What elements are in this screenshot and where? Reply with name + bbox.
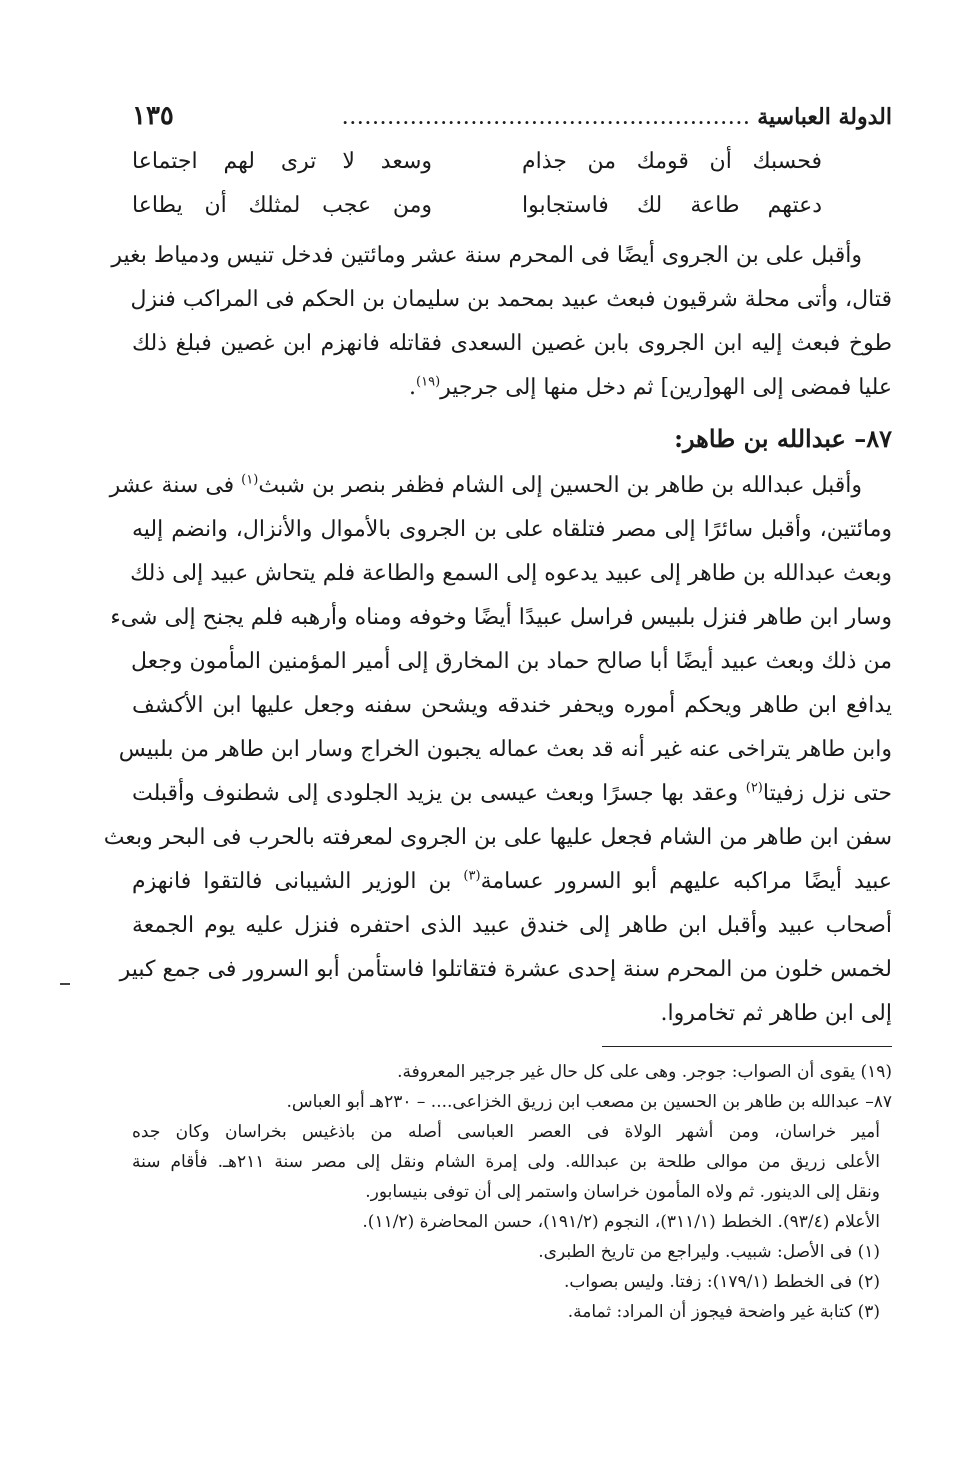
- text-line: [109, 464, 892, 508]
- text-segment: وعقد بها جسرًا وبعث عيسى بن يزيد الجلودى إلى شطنوف وأقبلت: [132, 781, 746, 806]
- text-line: أصحاب عبيد وأقبل ابن طاهر إلى خندق عبيد الذى احتفره فنزل عليه يوم الجمعة: [132, 913, 892, 938]
- running-header: [132, 96, 892, 136]
- text-line: [132, 366, 892, 410]
- paragraph-1: [111, 234, 892, 410]
- footnote-ref: (١٩): [416, 374, 441, 390]
- text-segment: بن الوزير الشيبانى فالتقوا فانهزم: [132, 869, 464, 894]
- text-line: من ذلك وبعث عبيد أيضًا أبا صالح حماد بن المخارق إلى أمير المؤمنين المأمون وجعل: [130, 649, 892, 674]
- text-segment: فى سنة عشر: [109, 473, 242, 498]
- verse-second-hemistich: وسعد لا ترى لهم اجتماعا: [132, 149, 432, 174]
- text-line: يدافع ابن طاهر ويحكم أموره ويحفر خندقه ويشحن سفنه وجعل عليها ابن الأكشف: [132, 693, 892, 718]
- footnote-2: (٢) فى الخطط (١٧٩/١): زفتا. وليس بصواب.: [564, 1272, 880, 1292]
- text-line-content: عليا فمضى إلى الهو[رين] ثم دخل منها إلى جرجير: [440, 375, 892, 400]
- footnote-ref: (١): [241, 472, 259, 488]
- poem-verse: [132, 184, 892, 228]
- bio-note-line: أمير خراسان، ومن أشهر الولاة فى العصر العباسى أصله من باذغيس بخراسان وكان جده: [132, 1122, 880, 1142]
- text-line: وابن طاهر يتراخى عنه غير أنه قد بعث عماله يجبون الخراج وسار ابن طاهر من بلبيس: [118, 737, 892, 762]
- leader-dots: ......................................................: [342, 109, 752, 128]
- footnote-1: (١) فى الأصل: شبيب. وليراجع من تاريخ الطبرى.: [538, 1242, 880, 1262]
- verse-first-hemistich: فحسبك أن قومك من جذام: [522, 149, 822, 174]
- text-line: وأقبل على بن الجروى أيضًا فى المحرم سنة عشر ومائتين فدخل تنيس ودمياط بغير: [111, 243, 862, 268]
- text-line: وبعث عبدالله بن طاهر إلى عبيد يدعوه إلى السمع والطاعة فلم يتحاش عبيد إلى ذلك: [130, 561, 892, 586]
- text-segment: وأقبل عبدالله بن طاهر بن الحسين إلى الشام فظفر بنصر بن شبث: [258, 473, 862, 498]
- text-segment: عبيد أيضًا مراكبه عليهم أبو السرور عسامة: [480, 869, 892, 894]
- text-line: [132, 860, 892, 904]
- margin-mark: [60, 983, 70, 985]
- bio-note-line: الأعلى زريق من موالى طلحة بن عبدالله. ولى إمرة الشام ونقل إلى مصر سنة ٢١١هـ. فأقام سنة: [132, 1152, 880, 1172]
- footnotes: [132, 1057, 892, 1327]
- text-line: [132, 772, 892, 816]
- poem: [132, 140, 892, 228]
- bio-note-line: ونقل إلى الدينور. ثم ولاه المأمون خراسان واستمر إلى أن توفى بنيسابور.: [365, 1182, 880, 1202]
- section-heading: ٨٧– عبدالله بن طاهر:: [674, 424, 892, 453]
- running-title: الدولة العباسية: [757, 104, 892, 130]
- footnote-ref: (٢): [745, 780, 763, 796]
- text-line: سفن ابن طاهر من الشام فجعل عليها على بن الجروى لمعرفته بالحرب فى البحر وبعث: [103, 825, 892, 850]
- text-line: قتال، وأتى محلة شرقيون فبعث عبيد بمحمد بن سليمان بن الحكم فى المراكب فنزل: [130, 287, 892, 312]
- poem-verse: [132, 140, 892, 184]
- bio-note-references: الأعلام (٩٣/٤). الخطط (٣١١/١)، النجوم (١٩١/٢)، حسن المحاضرة (١١/٢).: [362, 1212, 880, 1232]
- bio-note-heading: ٨٧– عبدالله بن طاهر بن الحسين بن مصعب ابن زريق الخزاعى.... – ٢٣٠هـ أبو العباس.: [286, 1092, 892, 1112]
- text-line: لخمس خلون من المحرم سنة إحدى عشرة فتقاتلوا فاستأمن أبو السرور فى جمع كبير: [119, 957, 892, 982]
- text-line: إلى ابن طاهر ثم تخامروا.: [660, 1001, 892, 1026]
- text-line: وسار ابن طاهر فنزل بلبيس فراسل عبيدًا أيضًا وخوفه ومناه وأرهبه فلم يجنح إلى شىء: [110, 605, 892, 630]
- book-page: [103, 96, 892, 1327]
- text-line: طوخ فبعث إليه ابن الجروى بابن غصين السعدى فقاتله فانهزم ابن غصين فبلغ ذلك: [132, 331, 892, 356]
- verse-first-hemistich: دعتهم طاعة لك فاستجابوا: [522, 193, 822, 218]
- paragraph-2: [103, 464, 892, 1036]
- footnote-19: (١٩) يقوى أن الصواب: جوجر. وهى على كل حال غير جرجير المعروفة.: [397, 1062, 892, 1082]
- text-line-end: .: [409, 375, 417, 400]
- text-line: ومائتين، وأقبل سائرًا إلى مصر فتلقاه على بن الجروى بالأموال والأنزال، وانضم إليه: [132, 517, 892, 542]
- footnote-ref: (٣): [463, 868, 481, 884]
- page-number: ١٣٥: [132, 101, 174, 131]
- text-segment: حتى نزل زفيتا: [762, 781, 892, 806]
- verse-second-hemistich: ومن عجب لمثلك أن يطاعا: [132, 193, 432, 218]
- footnote-3: (٣) كتابة غير واضحة فيجوز أن المراد: ثمامة.: [567, 1302, 880, 1322]
- footnote-divider: [602, 1046, 892, 1047]
